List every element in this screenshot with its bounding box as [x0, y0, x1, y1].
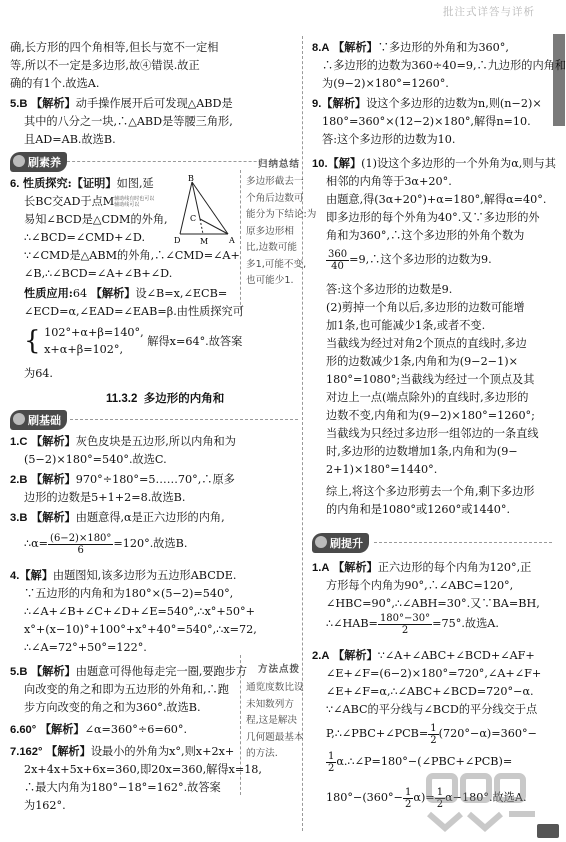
- tag: 【解】: [19, 570, 53, 582]
- tiny-note-2: 辅助线可以: [114, 202, 140, 208]
- tag: 【解析】: [332, 650, 378, 662]
- text-line: (2)剪掉一个角以后,多边形的边数可能增: [326, 301, 525, 314]
- text-line: 易知∠BCD是△CDM的外角,: [24, 213, 168, 226]
- edge-band: [553, 34, 565, 126]
- text-line: ∴∠BCD=∠CMD+∠D.: [24, 231, 146, 244]
- text: 设∠B=x,∠ECB=: [135, 287, 228, 300]
- aux-line-cm: [200, 219, 203, 234]
- answer-3: [10, 510, 225, 526]
- numerator: 1: [436, 786, 444, 798]
- q-number: 2.A: [312, 650, 330, 662]
- text: =9,∴这个多边形的边数为9.: [349, 253, 492, 266]
- label-c: C: [190, 214, 197, 223]
- denominator: 2: [430, 734, 437, 746]
- answer-2: [10, 472, 235, 488]
- section-number: 11.3.2: [106, 393, 138, 405]
- note-line: 能分为下结论:为: [246, 209, 317, 220]
- answer-4: [10, 568, 237, 584]
- denominator: 2: [405, 798, 412, 810]
- numerator: 1: [328, 750, 335, 762]
- note-line: 也可能少1.: [246, 275, 294, 286]
- text: 长BC交AD于点M: [24, 195, 115, 208]
- note-line: 个角后边数可: [246, 192, 304, 204]
- text: α)=: [413, 791, 435, 804]
- text-line: 相邻的内角等于3α+20°.: [326, 175, 452, 188]
- text-line: ∵∠CMD是△ABM的外角,∴∠CMD=∠A+: [24, 249, 240, 262]
- text: =75°.故选A.: [432, 617, 499, 630]
- text-line: 形的边数减少1条,内角和为(9−2−1)×: [326, 355, 518, 368]
- numerator: 1: [405, 786, 412, 798]
- fraction: [326, 249, 349, 272]
- q-number: 10.: [312, 158, 328, 170]
- side-heading: 归纳总结: [258, 159, 301, 170]
- text-line: 其中的八分之一块,∴△ABD是等腰三角形,: [24, 115, 233, 128]
- note-line: 未知数列方: [246, 698, 294, 710]
- note-line: 的方法.: [246, 748, 278, 759]
- text-line: ∵∠ABC的平分线与∠BCD的平分线交于点: [326, 703, 538, 716]
- text-line: 答:这个多边形的边数是9.: [326, 283, 453, 296]
- q-title: 性质探究:: [22, 176, 72, 190]
- q-text: 如图,延: [116, 177, 154, 190]
- text-line: ∴最大内角为180°−18°=162°.故答案: [24, 781, 221, 794]
- text-line: 加1条,也可能减少1条,或者不变.: [326, 319, 486, 332]
- text-line: 步方向改变的角之和为360°.故选B.: [24, 701, 201, 714]
- text: 180°−(360°−: [326, 791, 404, 804]
- text-line: 当截线为只经过多边形一组邻边的一条直线: [326, 427, 539, 440]
- text-line: 2x+4x+5x+6x=360,即20x=360,解得x=18,: [24, 763, 262, 776]
- note-line: 通览度数比设: [246, 682, 304, 693]
- text-line: ∵五边形的内角和为180°×(5−2)=540°,: [24, 587, 234, 600]
- note-line: 程,这是解决: [246, 715, 298, 726]
- answer-1u: [312, 560, 531, 576]
- answer-9: [312, 96, 542, 112]
- fraction: [403, 787, 413, 810]
- stamp-label: 刷素养: [28, 156, 61, 169]
- tag: 【解析】: [46, 746, 91, 758]
- tag: 【解】: [327, 158, 362, 170]
- tag: 【解析】: [30, 474, 76, 486]
- tiny-note: [114, 196, 154, 208]
- text-line: 边数不变,内角和为(9−2)×180°=1260°;: [326, 409, 535, 422]
- tag: 【解析】: [332, 562, 378, 574]
- numerator: 1: [430, 722, 437, 734]
- label-a: A: [229, 236, 235, 245]
- text-line: [24, 532, 187, 556]
- answer-1: [10, 434, 236, 450]
- fraction: [48, 533, 113, 556]
- numerator: (6−2)×180°: [50, 532, 112, 544]
- answer-8: [312, 40, 509, 56]
- text-line: 边形的边数是5+1+2=8.故选B.: [24, 491, 186, 504]
- fraction: [326, 751, 336, 774]
- text-line: [24, 286, 227, 302]
- fraction: [428, 723, 438, 746]
- q-text: 动手操作展开后可发现△ABD是: [75, 97, 233, 110]
- text-line: 180°=360°×(12−2)×180°,解得n=10.: [322, 115, 531, 128]
- tag: 【解析】: [90, 288, 136, 300]
- system-lines: [44, 324, 144, 358]
- text-line: ∴∠A+∠B+∠C+∠D+∠E=540°,∴x°+50°+: [24, 605, 255, 618]
- q-text: 970°÷180°=5……70°,∴原多: [75, 473, 235, 486]
- q-text: 设这个多边形的边数为n,则(n−2)×: [366, 97, 542, 110]
- side-divider: [240, 170, 241, 310]
- tag: 【解析】: [321, 98, 367, 110]
- text-line: 且AD=AB.故选B.: [24, 133, 116, 146]
- stamp-label: 刷提升: [330, 537, 363, 550]
- tag: 【解析】: [332, 42, 378, 54]
- stamp-literacy: [10, 152, 67, 172]
- note-line: 多1,可能不变,: [246, 258, 307, 270]
- q-text: ∵多边形的外角和为360°,: [377, 41, 509, 54]
- tag: 【解析】: [30, 666, 76, 678]
- note-line: 几何题最基本: [246, 731, 304, 743]
- text-line: (5−2)×180°=540°.故选C.: [24, 453, 167, 466]
- q-number: 6.60°: [10, 724, 37, 736]
- side-note: [246, 174, 317, 290]
- label-m: M: [200, 237, 209, 246]
- dashed-rule: [374, 542, 552, 543]
- text-line: ∠HBC=90°,∴∠ABH=30°.又∵BA=BH,: [326, 597, 540, 610]
- text-line: 确,长方形的四个角相等,但长与宽不一定相: [10, 41, 219, 54]
- text-line: [326, 248, 492, 272]
- numerator: 180°−30°: [379, 612, 431, 624]
- text-line: 为64.: [24, 367, 53, 380]
- text-line: ∠ECD=α,∠EAD=∠EAB=β.由性质探究可: [24, 305, 244, 318]
- text-line: ∠E+∠F=(6−2)×180°=720°,∠A+∠F+: [326, 667, 542, 680]
- q-number: 4.: [10, 570, 20, 582]
- answer-7: [10, 744, 234, 760]
- text-line: [24, 194, 154, 209]
- note-line: 多边形截去一: [246, 176, 304, 187]
- text: ∴α=: [24, 537, 49, 550]
- numerator: 360: [328, 248, 348, 260]
- tiny-note-1: 辅助线有时也可以: [114, 196, 155, 202]
- brush-icon: [315, 536, 327, 548]
- q-text: 由题意得,α是正六边形的内角,: [75, 511, 225, 524]
- denominator: 6: [77, 544, 84, 556]
- text-line: 由题意,得(3α+20°)+α=180°,解得α=40°.: [326, 193, 547, 206]
- dashed-rule: [70, 419, 298, 420]
- text-line: 答:这个多边形的边数为10.: [322, 133, 456, 146]
- q-number: 2.B: [10, 474, 28, 486]
- text-line: 2+1)×180°=1440°.: [326, 463, 438, 476]
- answer-6: [10, 176, 154, 192]
- text-line: 为162°.: [24, 799, 66, 812]
- text: =120°.故选B.: [113, 537, 188, 550]
- q-text: 由题图知,该多边形为五边形ABCDE.: [52, 569, 237, 582]
- text-line: 的内角和是1080°或1260°或1440°.: [326, 503, 511, 516]
- q-number: 5.B: [10, 98, 28, 110]
- text-line: [326, 722, 537, 746]
- text-line: ∠E+∠F=α,∴∠ABC+∠BCD=720°−α.: [326, 685, 534, 698]
- equation-system: [24, 324, 242, 358]
- q-number: 1.C: [10, 436, 28, 448]
- edge-ba: [180, 182, 192, 234]
- side-note-2: [246, 680, 304, 763]
- text: P,∴∠PBC+∠PCB=: [326, 727, 429, 740]
- text: α−180°.故选A.: [445, 791, 527, 804]
- text-line: 180°=1080°;当截线为经过一个顶点及其: [326, 373, 535, 386]
- text-line: 当截线为经过对角2个顶点的直线时,多边: [326, 337, 527, 350]
- q-number: 8.A: [312, 42, 330, 54]
- text: α.∴∠P=180°−(∠PBC+∠PCB)=: [336, 755, 513, 768]
- denominator: 2: [436, 798, 444, 810]
- q-number: 3.B: [10, 512, 28, 524]
- q-number: 9.: [312, 98, 322, 110]
- text-line: ∠B,∴∠BCD=∠A+∠B+∠D.: [24, 267, 173, 280]
- stamp-label: 刷基础: [28, 414, 61, 427]
- q-text: ∵∠A+∠ABC+∠BCD+∠AF+: [377, 649, 535, 662]
- text-line: 为(9−2)×180°=1260°.: [322, 77, 449, 90]
- text-line: 向改变的角之和即为五边形的外角和,∴跑: [24, 683, 229, 696]
- side-heading-2: 方法点拨: [258, 664, 301, 675]
- brush-icon: [13, 413, 25, 425]
- q-text: 正六边形的每个内角为120°,正: [377, 561, 532, 574]
- q-text: 灰色皮块是五边形,所以内角和为: [75, 435, 236, 448]
- text-line: 方形每个内角为90°,∴∠ABC=120°,: [326, 579, 514, 592]
- denominator: 2: [328, 762, 335, 774]
- tag: 【解析】: [30, 98, 76, 110]
- page-number-badge: [537, 824, 559, 838]
- section-title: [106, 390, 224, 406]
- answer-10: [312, 156, 556, 172]
- brush-icon: [13, 155, 25, 167]
- q-number: 7.162°: [10, 746, 43, 758]
- text-line: 等,所以不一定是多边形,故④错误.故正: [10, 59, 200, 72]
- text-line: 时,多边形的边数增加1条,内角和为(9−: [326, 445, 518, 458]
- text-line: ∴∠A=72°+50°=122°.: [24, 641, 147, 654]
- tag: 【解析】: [30, 436, 76, 448]
- answer-2u: [312, 648, 535, 664]
- label-d: D: [174, 236, 181, 245]
- stamp-basic: [10, 410, 67, 430]
- sys-line: 102°+α+β=140°,: [44, 326, 144, 339]
- text-line: 确的有1个.故选A.: [10, 77, 100, 90]
- sys-line: x+α+β=102°,: [44, 343, 124, 356]
- tag: 【解析】: [39, 724, 85, 736]
- denominator: 40: [331, 260, 344, 272]
- q-text: (1)设这个多边形的一个外角为α,则与其: [361, 157, 556, 170]
- text-line: [326, 612, 499, 636]
- answer-5: [10, 96, 233, 112]
- text-line: 即多边形的每个外角为40°.又∵多边形的外: [326, 211, 540, 224]
- fraction: [378, 613, 432, 636]
- q-text: 由题意可得他每走完一圈,要跑步方: [75, 665, 248, 678]
- text: 解得x=64°.故答案: [147, 334, 243, 348]
- text-line: 对边上一点(端点除外)的直线时,多边形的: [326, 391, 529, 404]
- text-line: 综上,将这个多边形剪去一个角,剩下多边形: [326, 485, 535, 498]
- q-number: 5.B: [10, 666, 28, 678]
- watermark-logo: [425, 770, 550, 830]
- denominator: 2: [401, 624, 409, 636]
- triangle-figure: [170, 174, 240, 246]
- tag: 【证明】: [71, 178, 117, 190]
- q-number: 1.A: [312, 562, 330, 574]
- section-subtitle: 多边形的内角和: [143, 393, 225, 405]
- note-line: 原多边形相: [246, 225, 294, 237]
- text-line: ∴多边形的边数为360÷40=9,∴九边形的内角和: [322, 59, 566, 72]
- edge-cd: [200, 219, 228, 234]
- label: 性质应用:: [24, 286, 73, 300]
- q-text: ∠α=360°÷6=60°.: [84, 723, 188, 736]
- brace: {: [24, 326, 41, 356]
- stamp-advanced: [312, 533, 369, 553]
- answer-5b: [10, 664, 248, 680]
- note-line: 比,边数可能: [246, 242, 298, 253]
- q-text: 设最小的外角为x°,则x+2x+: [90, 745, 235, 758]
- text-line: x°+(x−10)°+100°+x°+40°=540°,∴x=72,: [24, 623, 257, 636]
- q-number: 6.: [10, 178, 20, 190]
- label-b: B: [188, 174, 194, 183]
- tag: 【解析】: [30, 512, 76, 524]
- header-right-title: 批注式详答与详析: [443, 6, 535, 18]
- value: 64: [72, 287, 88, 300]
- text: ∴∠HAB=: [326, 617, 378, 630]
- text: (720°−α)=360°−: [438, 727, 537, 740]
- answer-6b: [10, 722, 187, 738]
- text-line: 角和为360°,∴这个多边形的外角个数为: [326, 229, 525, 242]
